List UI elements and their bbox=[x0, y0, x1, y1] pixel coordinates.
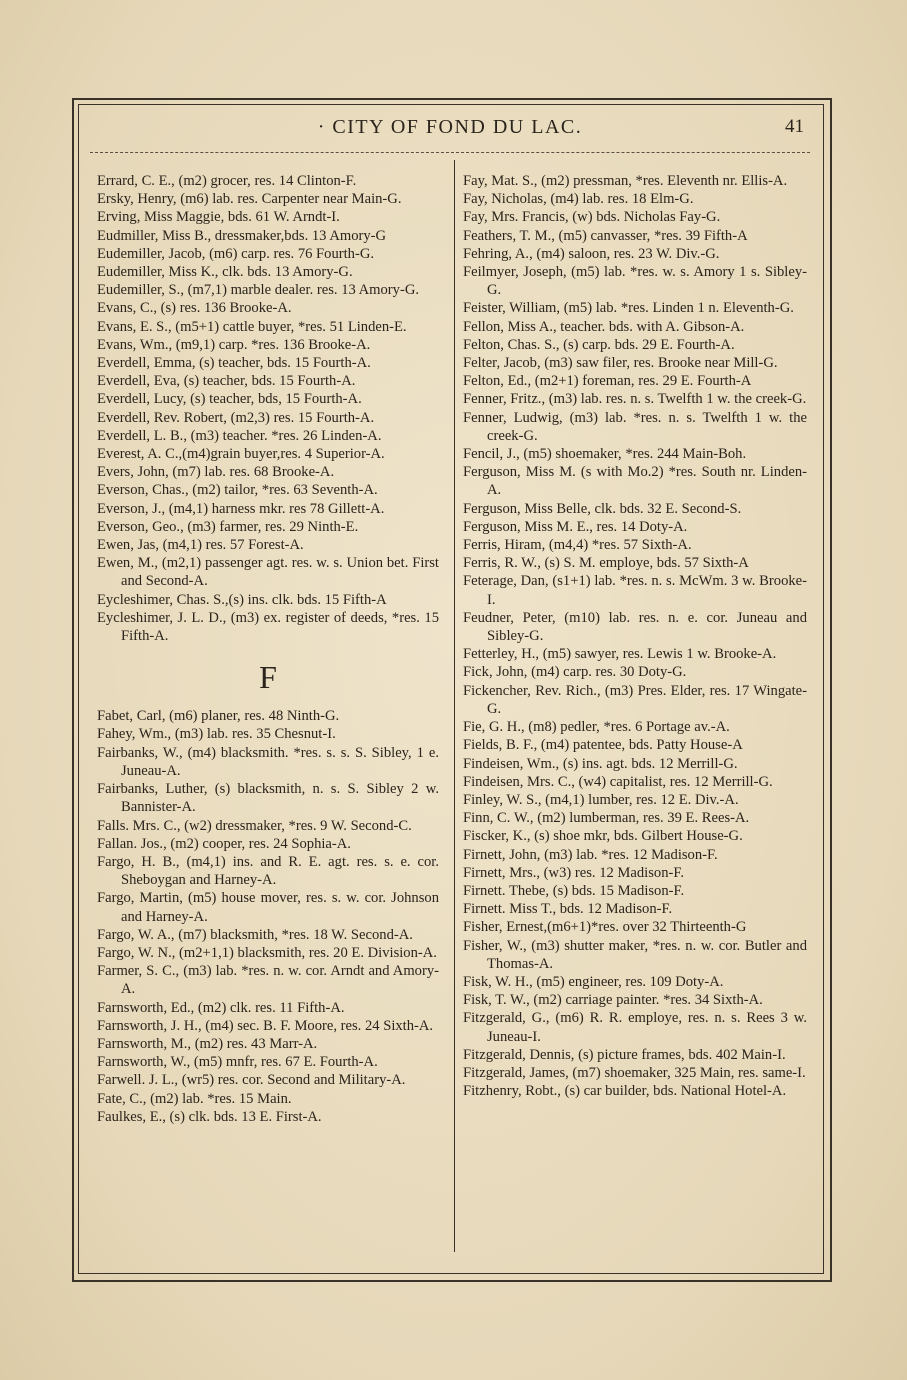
directory-entry: Feathers, T. M., (m5) canvasser, *res. 39 Fifth-A bbox=[463, 227, 748, 244]
directory-entry: Everdell, Rev. Robert, (m2,3) res. 15 Fourth-A. bbox=[97, 409, 375, 426]
right-entries bbox=[463, 172, 807, 1100]
directory-entry: Ferguson, Miss Belle, clk. bds. 32 E. Second-S. bbox=[463, 500, 742, 517]
directory-entry: Findeisen, Wm., (s) ins. agt. bds. 12 Merrill-G. bbox=[463, 755, 738, 772]
directory-entry: Fate, C., (m2) lab. *res. 15 Main. bbox=[97, 1090, 292, 1107]
directory-entry: Fabet, Carl, (m6) planer, res. 48 Ninth-G. bbox=[97, 708, 340, 725]
directory-entry: Farmer, S. C., (m3) lab. *res. n. w. cor. Arndt and Amory-A. bbox=[97, 963, 439, 998]
directory-entry: Fie, G. H., (m8) pedler, *res. 6 Portage av.-A. bbox=[463, 719, 730, 736]
directory-entry: Findeisen, Mrs. C., (w4) capitalist, res. 12 Merrill-G. bbox=[463, 773, 773, 790]
directory-entry: Eycleshimer, Chas. S.,(s) ins. clk. bds. 15 Fifth-A bbox=[97, 591, 387, 608]
directory-entry: Fitzhenry, Robt., (s) car builder, bds. National Hotel-A. bbox=[463, 1083, 787, 1100]
directory-entry: Fields, B. F., (m4) patentee, bds. Patty House-A bbox=[463, 737, 743, 754]
directory-entry: Feudner, Peter, (m10) lab. res. n. e. cor. Juneau and Sibley-G. bbox=[463, 609, 807, 645]
directory-entry: Fenner, Ludwig, (m3) lab. *res. n. s. Twelfth 1 w. the creek-G. bbox=[463, 409, 807, 444]
directory-entry: Ferris, Hiram, (m4,4) *res. 57 Sixth-A. bbox=[463, 537, 692, 554]
directory-entry: Fahey, Wm., (m3) lab. res. 35 Chesnut-I. bbox=[97, 726, 336, 743]
directory-entry: Fehring, A., (m4) saloon, res. 23 W. Div.-G. bbox=[463, 245, 720, 262]
directory-entry: Fisk, W. H., (m5) engineer, res. 109 Doty-A. bbox=[463, 973, 724, 990]
directory-entry: Faulkes, E., (s) clk. bds. 13 E. First-A. bbox=[97, 1108, 322, 1125]
directory-entry: Felton, Ed., (m2+1) foreman, res. 29 E. Fourth-A bbox=[463, 373, 752, 390]
directory-entry: Fisk, T. W., (m2) carriage painter. *res. 34 Sixth-A. bbox=[463, 992, 763, 1009]
directory-entry: Felter, Jacob, (m3) saw filer, res. Brooke near Mill-G. bbox=[463, 355, 778, 372]
right-column bbox=[463, 172, 807, 1100]
directory-entry: Finley, W. S., (m4,1) lumber, res. 12 E. Div.-A. bbox=[463, 791, 739, 808]
directory-entry: Feister, William, (m5) lab. *res. Linden 1 n. Eleventh-G. bbox=[463, 300, 794, 317]
directory-entry: Fiscker, K., (s) shoe mkr, bds. Gilbert House-G. bbox=[463, 828, 743, 845]
section-letter-f: F bbox=[259, 659, 277, 696]
column-divider bbox=[454, 160, 455, 1252]
directory-entry: Everdell, Eva, (s) teacher, bds. 15 Fourth-A. bbox=[97, 373, 356, 390]
directory-entry: Fairbanks, W., (m4) blacksmith. *res. s. s. S. Sibley, 1 e. Juneau-A. bbox=[97, 744, 439, 779]
directory-entry: Farwell. J. L., (wr5) res. cor. Second and Military-A. bbox=[97, 1072, 406, 1089]
directory-entry: Everdell, Lucy, (s) teacher, bds, 15 Fourth-A. bbox=[97, 391, 362, 408]
directory-entry: Everson, J., (m4,1) harness mkr. res 78 Gillett-A. bbox=[97, 500, 385, 517]
directory-entry: Eudemiller, Miss K., clk. bds. 13 Amory-G. bbox=[97, 264, 353, 281]
directory-entry: Erving, Miss Maggie, bds. 61 W. Arndt-I. bbox=[97, 209, 340, 226]
directory-entry: Fargo, W. N., (m2+1,1) blacksmith, res. 20 E. Division-A. bbox=[97, 944, 437, 961]
directory-entry: Fay, Mat. S., (m2) pressman, *res. Eleventh nr. Ellis-A. bbox=[463, 173, 788, 189]
directory-entry: Fargo, W. A., (m7) blacksmith, *res. 18 W. Second-A. bbox=[97, 926, 413, 943]
directory-entry: Fitzgerald, James, (m7) shoemaker, 325 Main, res. same-I. bbox=[463, 1064, 806, 1081]
directory-entry: Fenner, Fritz., (m3) lab. res. n. s. Twelfth 1 w. the creek-G. bbox=[463, 391, 807, 408]
directory-entry: Fay, Nicholas, (m4) lab. res. 18 Elm-G. bbox=[463, 191, 694, 208]
directory-entry: Eycleshimer, J. L. D., (m3) ex. register of deeds, *res. 15 Fifth-A. bbox=[97, 609, 439, 645]
directory-entry: Fencil, J., (m5) shoemaker, *res. 244 Main-Boh. bbox=[463, 446, 747, 463]
directory-entry: Finn, C. W., (m2) lumberman, res. 39 E. Rees-A. bbox=[463, 810, 750, 827]
directory-entry: Evans, C., (s) res. 136 Brooke-A. bbox=[97, 300, 292, 317]
directory-entry: Firnett. Miss T., bds. 12 Madison-F. bbox=[463, 901, 673, 918]
directory-entry: Firnett, Mrs., (w3) res. 12 Madison-F. bbox=[463, 864, 684, 881]
directory-entry: Ewen, M., (m2,1) passenger agt. res. w. s. Union bet. First and Second-A. bbox=[97, 555, 439, 590]
directory-entry: Ferguson, Miss M. E., res. 14 Doty-A. bbox=[463, 518, 688, 535]
directory-entry: Eudmiller, Miss B., dressmaker,bds. 13 Amory-G bbox=[97, 227, 387, 244]
directory-entry: Firnett, John, (m3) lab. *res. 12 Madison-F. bbox=[463, 846, 718, 863]
directory-entry: Farnsworth, M., (m2) res. 43 Marr-A. bbox=[97, 1035, 318, 1052]
directory-entry: Ersky, Henry, (m6) lab. res. Carpenter near Main-G. bbox=[97, 191, 402, 208]
page-number: 41 bbox=[785, 116, 804, 137]
directory-entry: Fairbanks, Luther, (s) blacksmith, n. s. S. Sibley 2 w. Bannister-A. bbox=[97, 781, 439, 816]
directory-entry: Errard, C. E., (m2) grocer, res. 14 Clinton-F. bbox=[97, 173, 357, 189]
directory-entry: Fitzgerald, Dennis, (s) picture frames, bds. 402 Main-I. bbox=[463, 1046, 786, 1063]
left-column bbox=[97, 172, 439, 1126]
directory-entry: Fargo, Martin, (m5) house mover, res. s. w. cor. Johnson and Harney-A. bbox=[97, 890, 439, 925]
page-title: · CITY OF FOND DU LAC. bbox=[317, 116, 583, 138]
directory-entry: Fetterley, H., (m5) sawyer, res. Lewis 1 w. Brooke-A. bbox=[463, 646, 777, 663]
directory-entry: Evans, Wm., (m9,1) carp. *res. 136 Brooke-A. bbox=[97, 336, 371, 353]
directory-entry: Everson, Chas., (m2) tailor, *res. 63 Seventh-A. bbox=[97, 482, 378, 499]
directory-entry: Farnsworth, W., (m5) mnfr, res. 67 E. Fourth-A. bbox=[97, 1054, 378, 1071]
directory-entry: Fallan. Jos., (m2) cooper, res. 24 Sophia-A. bbox=[97, 835, 351, 852]
directory-entry: Ferguson, Miss M. (s with Mo.2) *res. South nr. Linden-A. bbox=[463, 464, 807, 499]
directory-entry: Everest, A. C.,(m4)grain buyer,res. 4 Superior-A. bbox=[97, 446, 385, 463]
directory-entry: Fisher, Ernest,(m6+1)*res. over 32 Thirteenth-G bbox=[463, 919, 747, 936]
header-rule bbox=[90, 152, 810, 153]
directory-entry: Farnsworth, Ed., (m2) clk. res. 11 Fifth-A. bbox=[97, 999, 345, 1016]
directory-entry: Fellon, Miss A., teacher. bds. with A. Gibson-A. bbox=[463, 318, 745, 335]
directory-entry: Fick, John, (m4) carp. res. 30 Doty-G. bbox=[463, 664, 687, 681]
directory-entry: Feilmyer, Joseph, (m5) lab. *res. w. s. Amory 1 s. Sibley-G. bbox=[463, 264, 807, 299]
directory-entry: Firnett. Thebe, (s) bds. 15 Madison-F. bbox=[463, 882, 685, 899]
directory-entry: Everdell, Emma, (s) teacher, bds. 15 Fourth-A. bbox=[97, 355, 371, 372]
directory-entry: Fickencher, Rev. Rich., (m3) Pres. Elder, res. 17 Wingate-G. bbox=[463, 682, 807, 717]
directory-entry: Ewen, Jas, (m4,1) res. 57 Forest-A. bbox=[97, 537, 304, 554]
directory-entry: Fisher, W., (m3) shutter maker, *res. n. w. cor. Butler and Thomas-A. bbox=[463, 937, 807, 972]
directory-entry: Evers, John, (m7) lab. res. 68 Brooke-A. bbox=[97, 464, 335, 481]
directory-entry: Eudemiller, S., (m7,1) marble dealer. res. 13 Amory-G. bbox=[97, 282, 420, 299]
directory-entry: Ferris, R. W., (s) S. M. employe, bds. 57 Sixth-A bbox=[463, 555, 749, 572]
directory-entry: Evans, E. S., (m5+1) cattle buyer, *res. 51 Linden-E. bbox=[97, 318, 407, 335]
directory-entry: Everson, Geo., (m3) farmer, res. 29 Ninth-E. bbox=[97, 518, 359, 535]
directory-entry: Everdell, L. B., (m3) teacher. *res. 26 Linden-A. bbox=[97, 427, 382, 444]
left-entries-e bbox=[97, 172, 439, 645]
directory-entry: Falls. Mrs. C., (w2) dressmaker, *res. 9 W. Second-C. bbox=[97, 817, 412, 834]
directory-entry: Felton, Chas. S., (s) carp. bds. 29 E. Fourth-A. bbox=[463, 336, 735, 353]
page-header bbox=[90, 116, 810, 146]
directory-entry: Eudemiller, Jacob, (m6) carp. res. 76 Fourth-G. bbox=[97, 245, 375, 262]
directory-entry: Feterage, Dan, (s1+1) lab. *res. n. s. McWm. 3 w. Brooke-I. bbox=[463, 573, 807, 608]
directory-entry: Fitzgerald, G., (m6) R. R. employe, res. n. s. Rees 3 w. Juneau-I. bbox=[463, 1010, 807, 1045]
directory-entry: Farnsworth, J. H., (m4) sec. B. F. Moore, res. 24 Sixth-A. bbox=[97, 1017, 434, 1034]
left-entries-f bbox=[97, 707, 439, 1126]
directory-entry: Fay, Mrs. Francis, (w) bds. Nicholas Fay-G. bbox=[463, 209, 721, 226]
directory-entry: Fargo, H. B., (m4,1) ins. and R. E. agt. res. s. e. cor. Sheboygan and Harney-A. bbox=[97, 853, 439, 889]
